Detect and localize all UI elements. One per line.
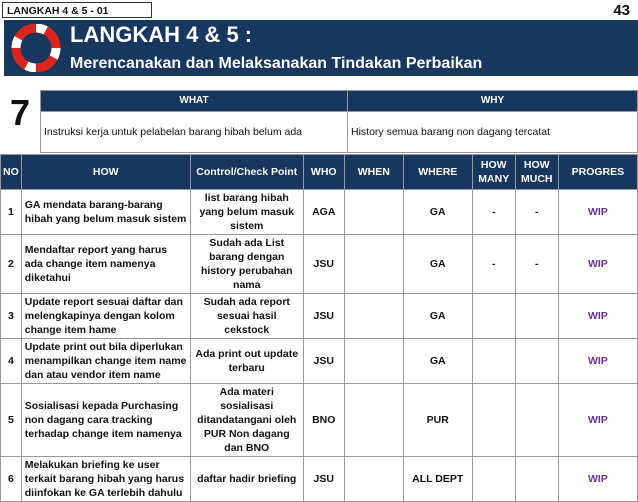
cell-where: GA [403,235,472,294]
cell-how-much [515,339,558,384]
cell-when [344,294,403,339]
cell-where: GA [403,294,472,339]
cell-no: 1 [1,190,22,235]
cell-where: ALL DEPT [403,457,472,502]
cell-progres: WIP [558,294,637,339]
cell-progres: WIP [558,235,637,294]
cell-control: Sudah ada List barang dengan history perubahan nama [190,235,303,294]
slide-tag: LANGKAH 4 & 5 - 01 [2,2,152,18]
page-title: LANGKAH 4 & 5 : [70,22,253,47]
col-control: Control/Check Point [190,155,303,190]
page-number: 43 [613,2,630,19]
cell-where: GA [403,339,472,384]
cell-how-much: - [515,190,558,235]
action-plan-table [0,154,638,502]
cell-who: JSU [303,339,344,384]
cell-who: AGA [303,190,344,235]
cell-when [344,457,403,502]
cell-how-much [515,384,558,457]
cell-how-many [472,294,515,339]
cell-where: GA [403,190,472,235]
cell-when [344,190,403,235]
what-why-table [40,90,638,153]
cell-how-much: - [515,235,558,294]
cell-how: GA mendata barang-barang hibah yang belum masuk sistem [21,190,190,235]
col-no: NO [1,155,22,190]
col-who: WHO [303,155,344,190]
cell-when [344,339,403,384]
cell-how-much [515,457,558,502]
cell-how-many [472,457,515,502]
cell-progres: WIP [558,457,637,502]
cell-how: Update print out bila diperlukan menampilkan change item name dan atau vendor item name [21,339,190,384]
cell-no: 6 [1,457,22,502]
cell-who: JSU [303,457,344,502]
cell-control: Ada materi sosialisasi ditandatangani oleh PUR Non dagang dan BNO [190,384,303,457]
step-number: 7 [10,92,31,133]
cell-how: Melakukan briefing ke user terkait barang hibah yang harus diinfokan ke GA terlebih dahulu [21,457,190,502]
cell-when [344,235,403,294]
what-text: Instruksi kerja untuk pelabelan barang hibah belum ada [41,112,348,153]
cell-no: 4 [1,339,22,384]
cell-where: PUR [403,384,472,457]
table-row [1,190,638,235]
cell-who: BNO [303,384,344,457]
why-text: History semua barang non dagang tercatat [348,112,638,153]
cell-who: JSU [303,294,344,339]
cell-no: 5 [1,384,22,457]
cell-how-much [515,294,558,339]
cell-how-many [472,339,515,384]
cell-control: Sudah ada report sesuai hasil cekstock [190,294,303,339]
col-where: WHERE [403,155,472,190]
cell-when [344,384,403,457]
cell-progres: WIP [558,384,637,457]
col-when: WHEN [344,155,403,190]
table-row [1,294,638,339]
col-how: HOW [21,155,190,190]
table-row [1,339,638,384]
why-header: WHY [348,91,638,112]
cell-how: Sosialisasi kepada Purchasing non dagang cara tracking terhadap change item namenya [21,384,190,457]
cell-no: 2 [1,235,22,294]
table-row [1,457,638,502]
cell-who: JSU [303,235,344,294]
page-subtitle: Merencanakan dan Melaksanakan Tindakan Perbaikan [70,55,483,72]
what-header: WHAT [41,91,348,112]
cell-control: Ada print out update terbaru [190,339,303,384]
cell-how-many: - [472,235,515,294]
cell-progres: WIP [558,339,637,384]
table-row [1,235,638,294]
cell-control: daftar hadir briefing [190,457,303,502]
cell-how-many: - [472,190,515,235]
col-how-much: HOW MUCH [515,155,558,190]
table-row [1,384,638,457]
lifebuoy-icon [10,24,62,72]
cell-how: Update report sesuai daftar dan melengkapinya dengan kolom change item hame [21,294,190,339]
cell-how: Mendaftar report yang harus ada change item namenya diketahui [21,235,190,294]
cell-control: list barang hibah yang belum masuk sistem [190,190,303,235]
col-how-many: HOW MANY [472,155,515,190]
cell-no: 3 [1,294,22,339]
col-progres: PROGRES [558,155,637,190]
cell-progres: WIP [558,190,637,235]
cell-how-many [472,384,515,457]
